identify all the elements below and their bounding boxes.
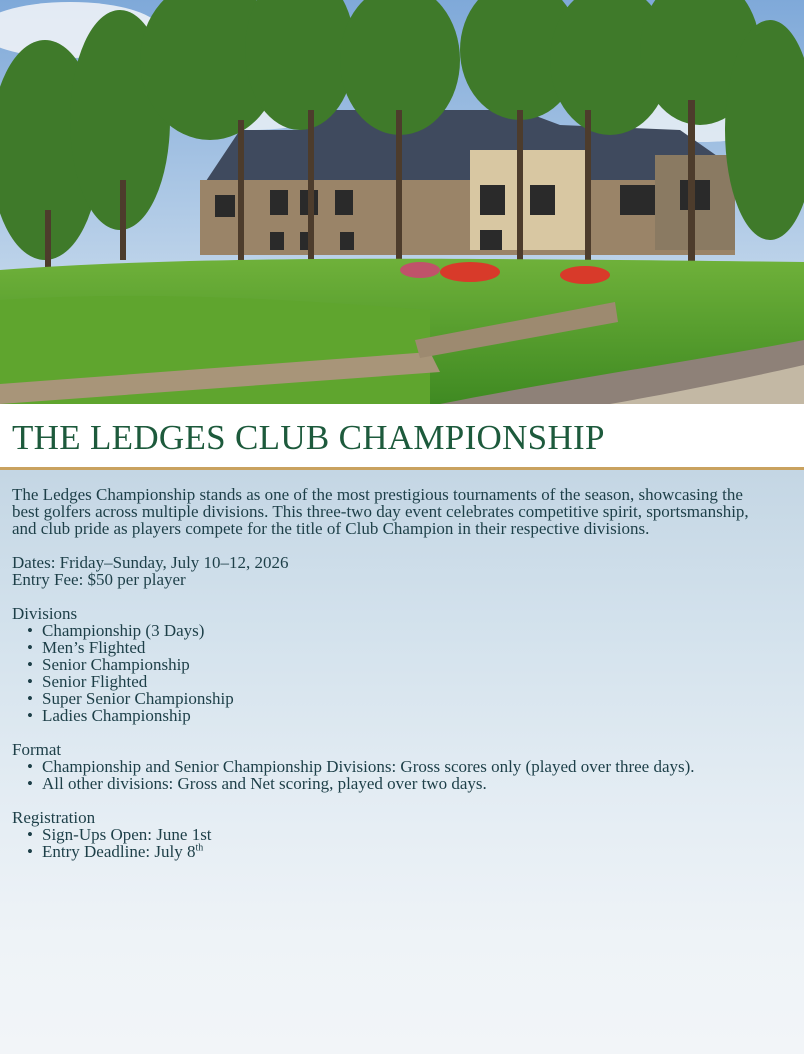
intro-paragraph: The Ledges Championship stands as one of the most prestigious tournaments of the season, showcasing the best golfers across multiple divisions. This three-two day event celebrates competitive spirit, sportsmanship, and club pride as players compete for the title of Club Champion in their respective divisions.: [12, 485, 749, 538]
list-item: [27, 706, 772, 725]
bullet-icon: •: [27, 655, 33, 674]
format-heading: Format: [12, 740, 62, 759]
hero-image: [0, 0, 804, 404]
list-item: [27, 757, 772, 776]
list-item: [27, 621, 772, 640]
bullet-icon: •: [27, 621, 33, 640]
bullet-icon: •: [27, 706, 33, 725]
page-title: THE LEDGES CLUB CHAMPIONSHIP: [12, 418, 605, 457]
clubhouse-photo: [0, 0, 804, 404]
division-item: Men’s Flighted: [42, 638, 146, 657]
bullet-icon: •: [27, 825, 33, 844]
division-item: Senior Championship: [42, 655, 190, 674]
divisions-heading: Divisions: [12, 604, 78, 623]
deadline-item: Entry Deadline: July 8: [42, 842, 196, 861]
title-bar: [0, 404, 804, 470]
division-item: Ladies Championship: [42, 706, 191, 725]
deadline-suffix: th: [195, 842, 204, 854]
entry-fee-line: Entry Fee: $50 per player: [12, 570, 186, 589]
registration-heading: Registration: [12, 808, 96, 827]
bullet-icon: •: [27, 842, 33, 861]
format-item: Championship and Senior Championship Divisions: Gross scores only (played over three days).: [42, 757, 695, 776]
list-item: [27, 774, 772, 793]
list-item: [27, 689, 772, 708]
list-item: [27, 842, 772, 861]
bullet-icon: •: [27, 774, 33, 793]
bullet-icon: •: [27, 672, 33, 691]
division-item: Senior Flighted: [42, 672, 148, 691]
format-list: [12, 758, 772, 792]
list-item: [27, 825, 772, 844]
list-item: [27, 655, 772, 674]
bullet-icon: •: [27, 757, 33, 776]
registration-list: [12, 826, 772, 860]
list-item: [27, 672, 772, 691]
content-panel: [0, 470, 804, 1054]
list-item: [27, 638, 772, 657]
format-item: All other divisions: Gross and Net scoring, played over two days.: [42, 774, 487, 793]
division-item: Super Senior Championship: [42, 689, 234, 708]
divisions-list: [12, 622, 772, 724]
body-text: [12, 486, 772, 860]
division-item: Championship (3 Days): [42, 621, 205, 640]
dates-line: Dates: Friday–Sunday, July 10–12, 2026: [12, 553, 289, 572]
bullet-icon: •: [27, 689, 33, 708]
signups-item: Sign-Ups Open: June 1st: [42, 825, 212, 844]
bullet-icon: •: [27, 638, 33, 657]
